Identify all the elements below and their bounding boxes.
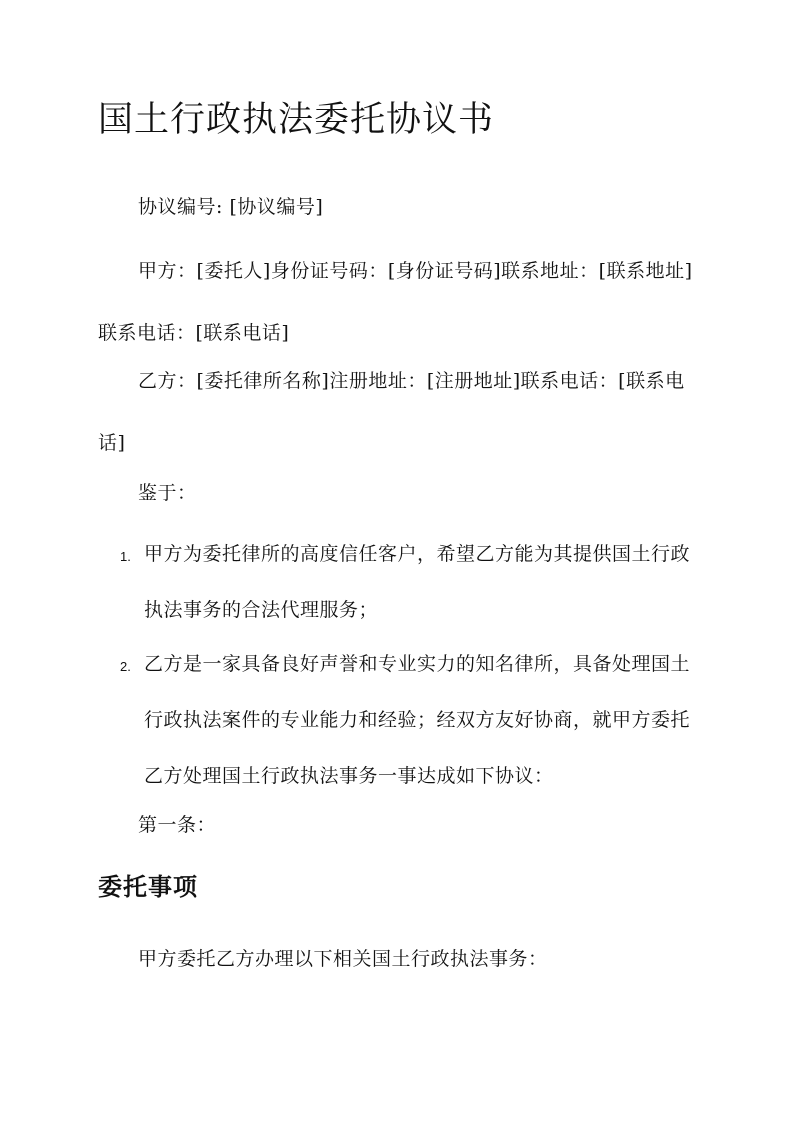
document-title: 国土行政执法委托协议书 (98, 100, 495, 140)
section-intro: 甲方委托乙方办理以下相关国土行政执法事务： (138, 948, 548, 970)
section-heading: 委托事项 (98, 872, 198, 901)
recital-item-1 (98, 526, 698, 638)
recital-text: 甲方为委托律所的高度信任客户，希望乙方能为其提供国土行政执法事务的合法代理服务； (144, 543, 691, 621)
recital-text: 乙方是一家具备良好声誉和专业实力的知名律所，具备处理国土行政执法案件的专业能力和经验；经双方友好协商，就甲方委托乙方处理国土行政执法事务一事达成如下协议： (144, 653, 691, 787)
article-one-label: 第一条： (138, 814, 217, 836)
whereas-label: 鉴于： (138, 482, 197, 504)
agreement-number: 协议编号: [协议编号] (138, 196, 324, 218)
recital-item-2 (98, 636, 698, 804)
party-a-info: 甲方：[委托人]身份证号码：[身份证号码]联系地址：[联系地址]联系电话：[联系电话] (98, 260, 693, 344)
recital-number: 1. (120, 549, 131, 564)
recital-number: 2. (120, 659, 131, 674)
party-b-info: 乙方：[委托律所名称]注册地址：[注册地址]联系电话：[联系电话] (98, 370, 685, 454)
